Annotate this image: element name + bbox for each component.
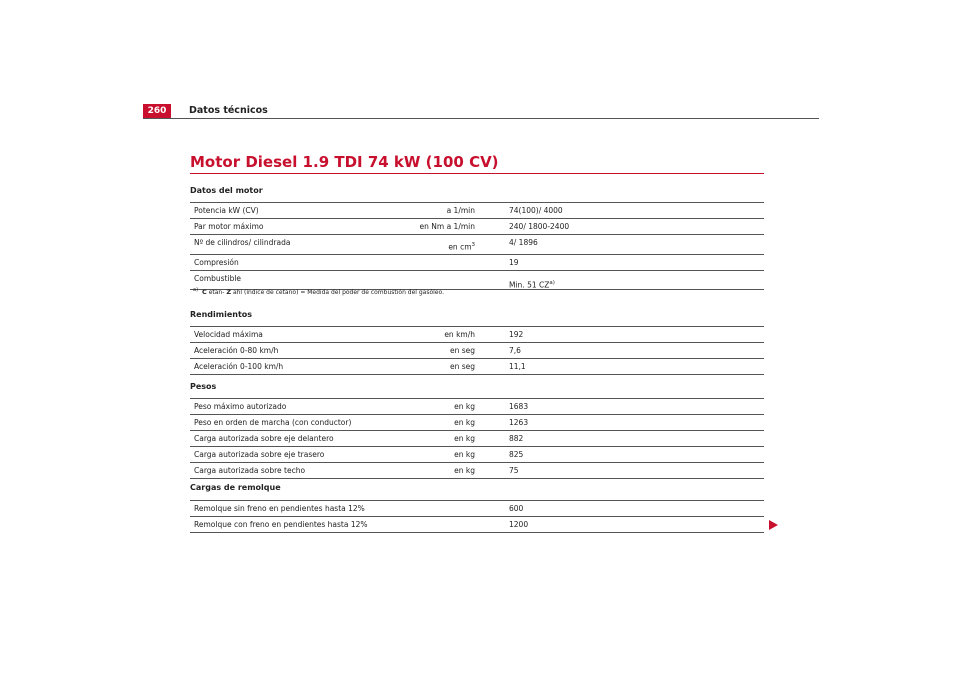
row-unit: en kg: [454, 434, 475, 443]
row-unit: en kg: [454, 466, 475, 475]
remolque-table: [190, 500, 764, 533]
table-row: [190, 415, 764, 431]
table-row: [190, 235, 764, 255]
row-value: 7,6: [509, 346, 521, 355]
row-unit: en kg: [454, 450, 475, 459]
table-row: [190, 501, 764, 517]
footnote: $^{a)}$ C etan- Z ahl (índice de cetano) = Medida del poder de combustión del gasóleo.: [193, 287, 444, 296]
row-value: 4/ 1896: [509, 238, 538, 247]
row-label: Aceleración 0-80 km/h: [194, 346, 279, 355]
page-title: Motor Diesel 1.9 TDI 74 kW (100 CV): [190, 153, 499, 171]
row-label: Remolque con freno en pendientes hasta 12%: [194, 520, 368, 529]
table-row: [190, 327, 764, 343]
row-label: Remolque sin freno en pendientes hasta 12%: [194, 504, 365, 513]
row-label: Peso en orden de marcha (con conductor): [194, 418, 352, 427]
row-value: 74(100)/ 4000: [509, 206, 563, 215]
row-value: 1683: [509, 402, 529, 411]
row-value: 1263: [509, 418, 529, 427]
table-row: [190, 447, 764, 463]
page-number: 260: [143, 104, 171, 118]
row-label: Carga autorizada sobre eje trasero: [194, 450, 325, 459]
header-divider: [143, 118, 819, 119]
row-value: 600: [509, 504, 524, 513]
row-label: Combustible: [194, 274, 242, 283]
row-label: Carga autorizada sobre eje delantero: [194, 434, 334, 443]
rendimientos-table: [190, 326, 764, 375]
row-value: Min. 51 CZ$^{a)}$: [509, 280, 555, 290]
row-label: Peso máximo autorizado: [194, 402, 287, 411]
table-row: [190, 359, 764, 374]
next-page-arrow-icon[interactable]: [769, 520, 778, 530]
row-unit: en kg: [454, 418, 475, 427]
row-label: Compresión: [194, 258, 239, 267]
row-value: 240/ 1800-2400: [509, 222, 570, 231]
motor-table: [190, 202, 764, 290]
row-label: Carga autorizada sobre techo: [194, 466, 306, 475]
row-value: 11,1: [509, 362, 526, 371]
row-label: Par motor máximo: [194, 222, 264, 231]
row-value: 75: [509, 466, 519, 475]
pesos-heading: Pesos: [190, 382, 217, 391]
table-row: [190, 517, 764, 532]
row-unit: en Nm a 1/min: [419, 222, 475, 231]
row-value: 19: [509, 258, 519, 267]
table-row: [190, 219, 764, 235]
row-unit: a 1/min: [446, 206, 475, 215]
row-label: Nº de cilindros/ cilindrada: [194, 238, 291, 247]
row-unit: en kg: [454, 402, 475, 411]
table-row: [190, 255, 764, 271]
remolque-heading: Cargas de remolque: [190, 483, 281, 492]
row-value: 192: [509, 330, 524, 339]
rendimientos-heading: Rendimientos: [190, 310, 253, 319]
title-divider: [190, 173, 764, 174]
row-label: Velocidad máxima: [194, 330, 263, 339]
section-title: Datos técnicos: [189, 105, 268, 116]
table-row: [190, 463, 764, 478]
row-unit: en $cm^3$: [448, 242, 475, 252]
row-unit: en km/h: [444, 330, 475, 339]
table-row: [190, 399, 764, 415]
row-value: 825: [509, 450, 524, 459]
page-header: [143, 104, 819, 118]
table-row: [190, 431, 764, 447]
row-unit: en seg: [449, 346, 475, 355]
row-unit: en seg: [449, 362, 475, 371]
row-value: 882: [509, 434, 524, 443]
row-value: 1200: [509, 520, 529, 529]
row-label: Potencia kW (CV): [194, 206, 259, 215]
table-row: [190, 343, 764, 359]
row-label: Aceleración 0-100 km/h: [194, 362, 284, 371]
motor-heading: Datos del motor: [190, 186, 263, 195]
table-row: [190, 203, 764, 219]
pesos-table: [190, 398, 764, 479]
